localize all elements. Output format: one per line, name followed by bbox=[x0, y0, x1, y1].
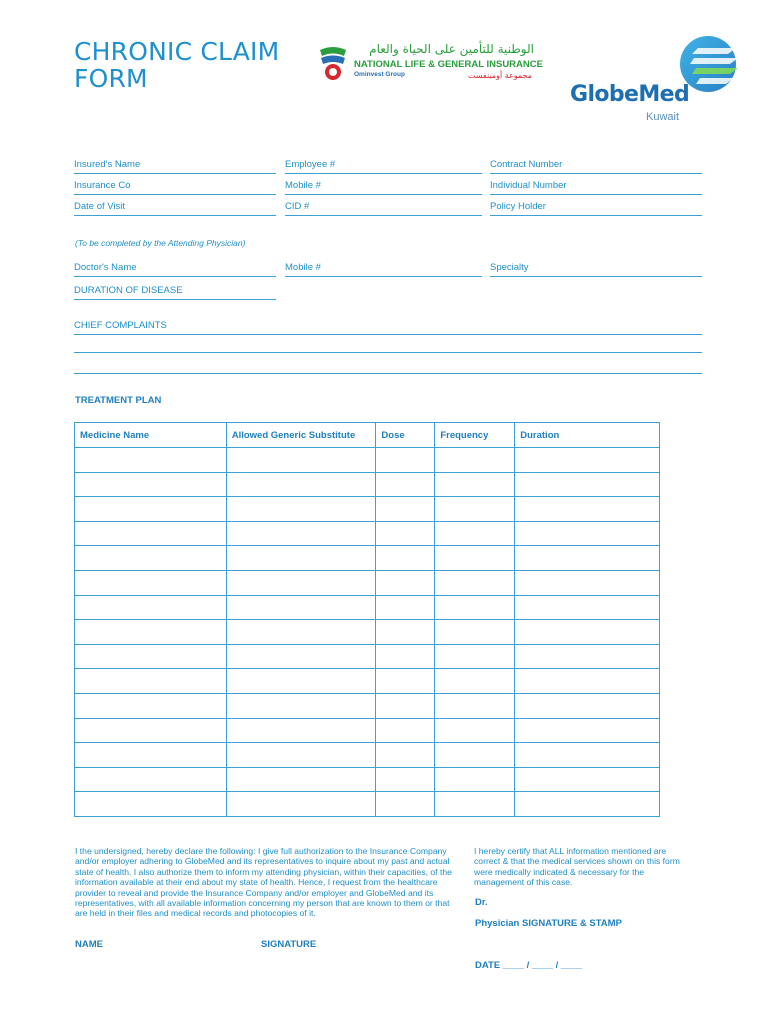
table-cell[interactable] bbox=[376, 718, 435, 743]
table-row bbox=[75, 570, 660, 595]
form-title-line1: CHRONIC CLAIM bbox=[74, 37, 280, 66]
nlgi-name-part1: NATIONAL bbox=[354, 59, 405, 70]
table-cell[interactable] bbox=[435, 792, 515, 817]
table-cell[interactable] bbox=[75, 448, 227, 473]
insured-name-field[interactable]: Insured's Name bbox=[74, 154, 276, 174]
treatment-plan-heading: TREATMENT PLAN bbox=[75, 395, 162, 406]
certification-text: I hereby certify that ALL information mentioned are correct & that the medical services shown on this form were medically indicated & necessary for the management of this case. bbox=[474, 846, 680, 888]
table-cell[interactable] bbox=[75, 570, 227, 595]
table-cell[interactable] bbox=[75, 767, 227, 792]
table-cell[interactable] bbox=[376, 521, 435, 546]
table-cell[interactable] bbox=[435, 497, 515, 522]
individual-number-field[interactable]: Individual Number bbox=[490, 175, 702, 195]
nlgi-arabic-name: الوطنية للتأمين على الحياة والعام bbox=[369, 42, 534, 56]
table-cell[interactable] bbox=[376, 767, 435, 792]
table-row bbox=[75, 693, 660, 718]
table-cell[interactable] bbox=[75, 693, 227, 718]
table-cell[interactable] bbox=[226, 743, 376, 768]
table-cell[interactable] bbox=[435, 620, 515, 645]
table-row bbox=[75, 792, 660, 817]
table-cell[interactable] bbox=[226, 448, 376, 473]
table-row bbox=[75, 669, 660, 694]
table-row bbox=[75, 595, 660, 620]
table-cell[interactable] bbox=[515, 693, 660, 718]
table-cell[interactable] bbox=[226, 472, 376, 497]
table-cell[interactable] bbox=[226, 693, 376, 718]
table-cell[interactable] bbox=[75, 595, 227, 620]
table-cell[interactable] bbox=[376, 792, 435, 817]
table-cell[interactable] bbox=[515, 792, 660, 817]
mobile-field[interactable]: Mobile # bbox=[285, 175, 482, 195]
table-row bbox=[75, 448, 660, 473]
table-cell[interactable] bbox=[515, 669, 660, 694]
table-row bbox=[75, 521, 660, 546]
table-cell[interactable] bbox=[226, 570, 376, 595]
table-cell[interactable] bbox=[435, 767, 515, 792]
nlgi-emblem-icon bbox=[316, 44, 350, 84]
treatment-plan-table bbox=[74, 422, 660, 817]
table-cell[interactable] bbox=[376, 472, 435, 497]
physician-note: (To be completed by the Attending Physician) bbox=[75, 238, 246, 248]
policy-holder-field[interactable]: Policy Holder bbox=[490, 196, 702, 216]
nlgi-logo bbox=[316, 42, 543, 86]
globemed-sub: Kuwait bbox=[646, 111, 680, 123]
declaration-text: I the undersigned, hereby declare the following: I give full authorization to the Insurance Company and/or employer adhering to GlobeMed and its representatives to inquire about my past and actual state of health. I also authorize them to inform my attending physician, within their capacities, of the information available at their end about my state of health. Hence, I request from the healthcare provider to reveal and provide the Insurance Company and/or employer and GlobeMed and its representatives, with all available information concerning my person that are known to them or that are held in their files and medical records and photocopies of it. bbox=[75, 846, 452, 919]
chief-complaints-line[interactable] bbox=[74, 373, 702, 374]
table-row bbox=[75, 472, 660, 497]
table-row bbox=[75, 546, 660, 571]
cid-field[interactable]: CID # bbox=[285, 196, 482, 216]
table-cell[interactable] bbox=[226, 644, 376, 669]
table-cell[interactable] bbox=[515, 497, 660, 522]
table-cell[interactable] bbox=[435, 570, 515, 595]
table-cell[interactable] bbox=[515, 448, 660, 473]
table-cell[interactable] bbox=[75, 644, 227, 669]
table-cell[interactable] bbox=[435, 448, 515, 473]
table-cell[interactable] bbox=[75, 669, 227, 694]
table-cell[interactable] bbox=[435, 693, 515, 718]
table-cell[interactable] bbox=[226, 792, 376, 817]
nlgi-arabic-group: مجموعة أومينفست bbox=[467, 71, 532, 80]
table-cell[interactable] bbox=[226, 546, 376, 571]
table-cell[interactable] bbox=[376, 620, 435, 645]
col-generic-substitute: Allowed Generic Substitute bbox=[226, 423, 376, 448]
table-cell[interactable] bbox=[75, 792, 227, 817]
table-row bbox=[75, 767, 660, 792]
nlgi-name-part2: LIFE & GENERAL INSURANCE bbox=[404, 59, 543, 70]
table-cell[interactable] bbox=[515, 644, 660, 669]
col-dose: Dose bbox=[376, 423, 435, 448]
table-cell[interactable] bbox=[376, 546, 435, 571]
table-row bbox=[75, 620, 660, 645]
name-label: NAME bbox=[75, 939, 103, 950]
table-row bbox=[75, 644, 660, 669]
doctor-name-field[interactable]: Doctor's Name bbox=[74, 257, 276, 277]
table-cell[interactable] bbox=[75, 718, 227, 743]
table-cell[interactable] bbox=[435, 644, 515, 669]
table-cell[interactable] bbox=[435, 546, 515, 571]
table-cell[interactable] bbox=[226, 595, 376, 620]
insurance-co-field[interactable]: Insurance Co bbox=[74, 175, 276, 195]
table-cell[interactable] bbox=[435, 669, 515, 694]
date-of-visit-field[interactable]: Date of Visit bbox=[74, 196, 276, 216]
table-cell[interactable] bbox=[515, 570, 660, 595]
chief-complaints-field[interactable]: CHIEF COMPLAINTS bbox=[74, 315, 702, 335]
doctor-mobile-field[interactable]: Mobile # bbox=[285, 257, 482, 277]
table-cell[interactable] bbox=[376, 644, 435, 669]
physician-stamp-label: Physician SIGNATURE & STAMP bbox=[475, 918, 622, 929]
employee-number-field[interactable]: Employee # bbox=[285, 154, 482, 174]
table-cell[interactable] bbox=[75, 472, 227, 497]
table-cell[interactable] bbox=[515, 620, 660, 645]
table-cell[interactable] bbox=[376, 570, 435, 595]
dr-label: Dr. bbox=[475, 897, 488, 908]
table-cell[interactable] bbox=[75, 743, 227, 768]
nlgi-group: Ominvest Group bbox=[354, 71, 405, 78]
form-title bbox=[74, 38, 279, 92]
table-cell[interactable] bbox=[226, 620, 376, 645]
contract-number-field[interactable]: Contract Number bbox=[490, 154, 702, 174]
table-cell[interactable] bbox=[515, 521, 660, 546]
table-cell[interactable] bbox=[515, 472, 660, 497]
table-cell[interactable] bbox=[376, 669, 435, 694]
col-medicine-name: Medicine Name bbox=[75, 423, 227, 448]
globemed-name: GlobeMed bbox=[570, 82, 690, 107]
table-cell[interactable] bbox=[515, 546, 660, 571]
table-cell[interactable] bbox=[376, 693, 435, 718]
table-row bbox=[75, 497, 660, 522]
table-cell[interactable] bbox=[435, 521, 515, 546]
signature-label: SIGNATURE bbox=[261, 939, 317, 950]
table-cell[interactable] bbox=[226, 497, 376, 522]
table-cell[interactable] bbox=[75, 521, 227, 546]
table-cell[interactable] bbox=[226, 669, 376, 694]
table-cell[interactable] bbox=[515, 743, 660, 768]
table-cell[interactable] bbox=[376, 743, 435, 768]
table-cell[interactable] bbox=[515, 767, 660, 792]
table-cell[interactable] bbox=[435, 472, 515, 497]
col-duration: Duration bbox=[515, 423, 660, 448]
table-cell[interactable] bbox=[75, 620, 227, 645]
table-cell[interactable] bbox=[75, 497, 227, 522]
col-frequency: Frequency bbox=[435, 423, 515, 448]
table-cell[interactable] bbox=[515, 718, 660, 743]
table-cell[interactable] bbox=[435, 595, 515, 620]
table-cell[interactable] bbox=[435, 743, 515, 768]
table-cell[interactable] bbox=[75, 546, 227, 571]
table-cell[interactable] bbox=[226, 521, 376, 546]
table-row bbox=[75, 743, 660, 768]
globemed-logo bbox=[566, 32, 716, 128]
nlgi-english-name bbox=[354, 59, 543, 70]
table-cell[interactable] bbox=[226, 718, 376, 743]
table-row bbox=[75, 718, 660, 743]
table-cell[interactable] bbox=[226, 767, 376, 792]
table-cell[interactable] bbox=[435, 718, 515, 743]
table-cell[interactable] bbox=[376, 595, 435, 620]
table-cell[interactable] bbox=[376, 448, 435, 473]
table-cell[interactable] bbox=[376, 497, 435, 522]
form-title-line2: FORM bbox=[74, 64, 148, 93]
table-cell[interactable] bbox=[515, 595, 660, 620]
chief-complaints-line[interactable] bbox=[74, 352, 702, 353]
duration-of-disease-field[interactable]: DURATION OF DISEASE bbox=[74, 280, 276, 300]
table-header-row bbox=[75, 423, 660, 448]
specialty-field[interactable]: Specialty bbox=[490, 257, 702, 277]
date-label: DATE ____ / ____ / ____ bbox=[475, 960, 583, 971]
